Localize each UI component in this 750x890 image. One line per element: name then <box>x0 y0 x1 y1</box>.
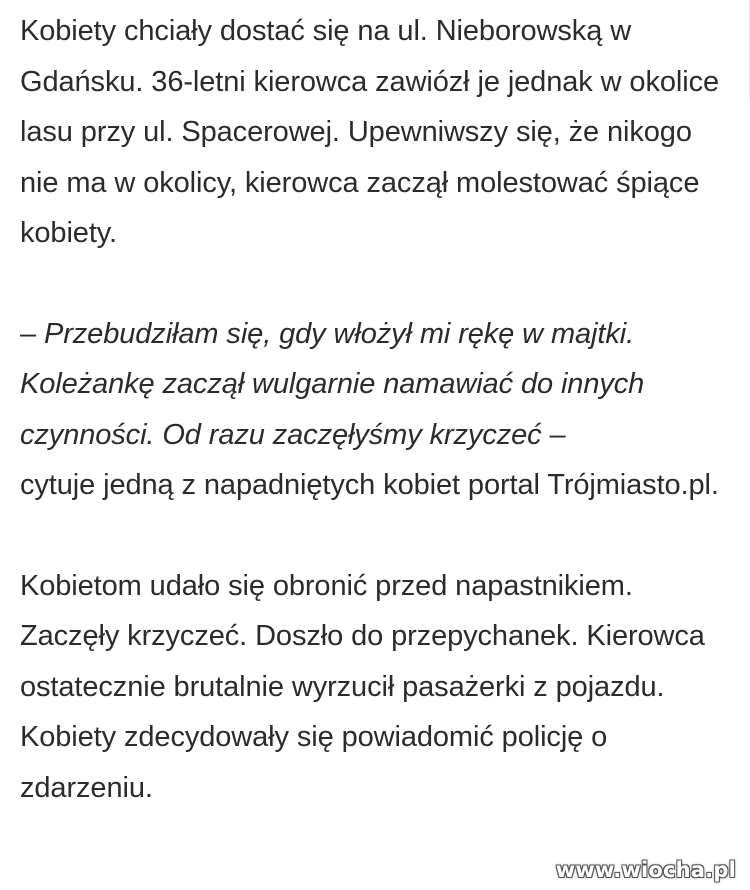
paragraph-intro: Kobiety chciały dostać się na ul. Nieborowską w Gdańsku. 36-letni kierowca zawiózł je jednak w okolice lasu przy ul. Spacerowej. Upewniwszy się, że nikogo nie ma w okolicy, kierowca zaczął molestować śpiące kobiety. <box>20 15 719 249</box>
article-body <box>20 6 725 813</box>
quote-text: – Przebudziłam się, gdy włożył mi rękę w majtki. Koleżankę zaczął wulgarnie namawiać do innych czynności. Od razu zaczęłyśmy krzyczeć – <box>20 317 645 451</box>
quote-attribution: cytuje jedną z napadniętych kobiet portal Trójmiasto.pl. <box>20 469 719 501</box>
paragraph-quote <box>20 309 725 511</box>
paragraph-outcome: Kobietom udało się obronić przed napastnikiem. Zaczęły krzyczeć. Doszło do przepychanek. Kierowca ostatecznie brutalnie wyrzucił pasażerki z pojazdu. Kobiety zdecydowały się powiadomić policję o zdarzeniu. <box>20 569 705 804</box>
watermark-logo: www.wiocha.pl <box>555 858 736 882</box>
